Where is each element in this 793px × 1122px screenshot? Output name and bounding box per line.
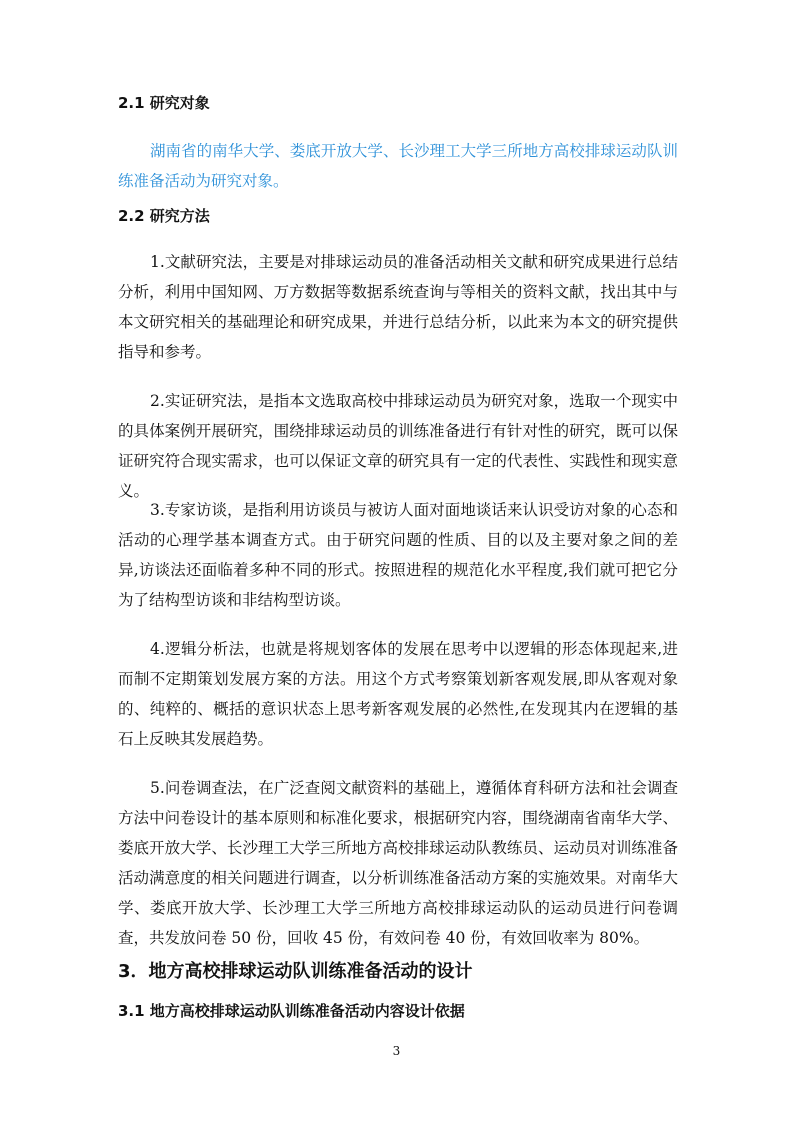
- method-2-paragraph: 2.实证研究法，是指本文选取高校中排球运动员为研究对象，选取一个现实中的具体案例开展研究，围绕排球运动员的训练准备进行有针对性的研究，既可以保证研究符合现实需求，也可以保证文章的研究具有一定的代表性、实践性和现实意义。: [118, 392, 678, 500]
- method-4-paragraph: 4.逻辑分析法，也就是将规划客体的发展在思考中以逻辑的形态体现起来,进而制不定期策划发展方案的方法。用这个方式考察策划新客观发展,即从客观对象的、纯粹的、概括的意识状态上思考新客观发展的必然性,在发现其内在逻辑的基石上反映其发展趋势。: [118, 640, 678, 748]
- method-5-paragraph: 5.问卷调查法，在广泛查阅文献资料的基础上，遵循体育科研方法和社会调查方法中问卷设计的基本原则和标准化要求，根据研究内容，围绕湖南省南华大学、娄底开放大学、长沙理工大学三所地方高校排球运动队教练员、运动员对训练准备活动满意度的相关问题进行调查，以分析训练准备活动方案的实施效果。对南华大学、娄底开放大学、长沙理工大学三所地方高校排球运动队的运动员进行问卷调查，共发放问卷 50 份，回收 45 份，有效问卷 40 份，有效回收率为 80%。: [118, 779, 678, 947]
- section-3-heading: 3．地方高校排球运动队训练准备活动的设计: [118, 961, 473, 982]
- page-number: 3: [392, 1044, 401, 1058]
- section-3-1-heading: 3.1 地方高校排球运动队训练准备活动内容设计依据: [118, 1002, 465, 1020]
- section-2-1-text: 湖南省的南华大学、娄底开放大学、长沙理工大学三所地方高校排球运动队训练准备活动为研究对象。: [118, 142, 678, 190]
- section-2-1-heading: 2.1 研究对象: [118, 94, 210, 112]
- method-3-paragraph: 3.专家访谈，是指利用访谈员与被访人面对面地谈话来认识受访对象的心态和活动的心理学基本调查方式。由于研究问题的性质、目的以及主要对象之间的差异,访谈法还面临着多种不同的形式。按照进程的规范化水平程度,我们就可把它分为了结构型访谈和非结构型访谈。: [118, 501, 678, 609]
- method-1-paragraph: 1.文献研究法，主要是对排球运动员的准备活动相关文献和研究成果进行总结分析，利用中国知网、万方数据等数据系统查询与等相关的资料文献，找出其中与本文研究相关的基础理论和研究成果，并进行总结分析，以此来为本文的研究提供指导和参考。: [118, 253, 678, 361]
- section-2-2-heading: 2.2 研究方法: [118, 207, 210, 225]
